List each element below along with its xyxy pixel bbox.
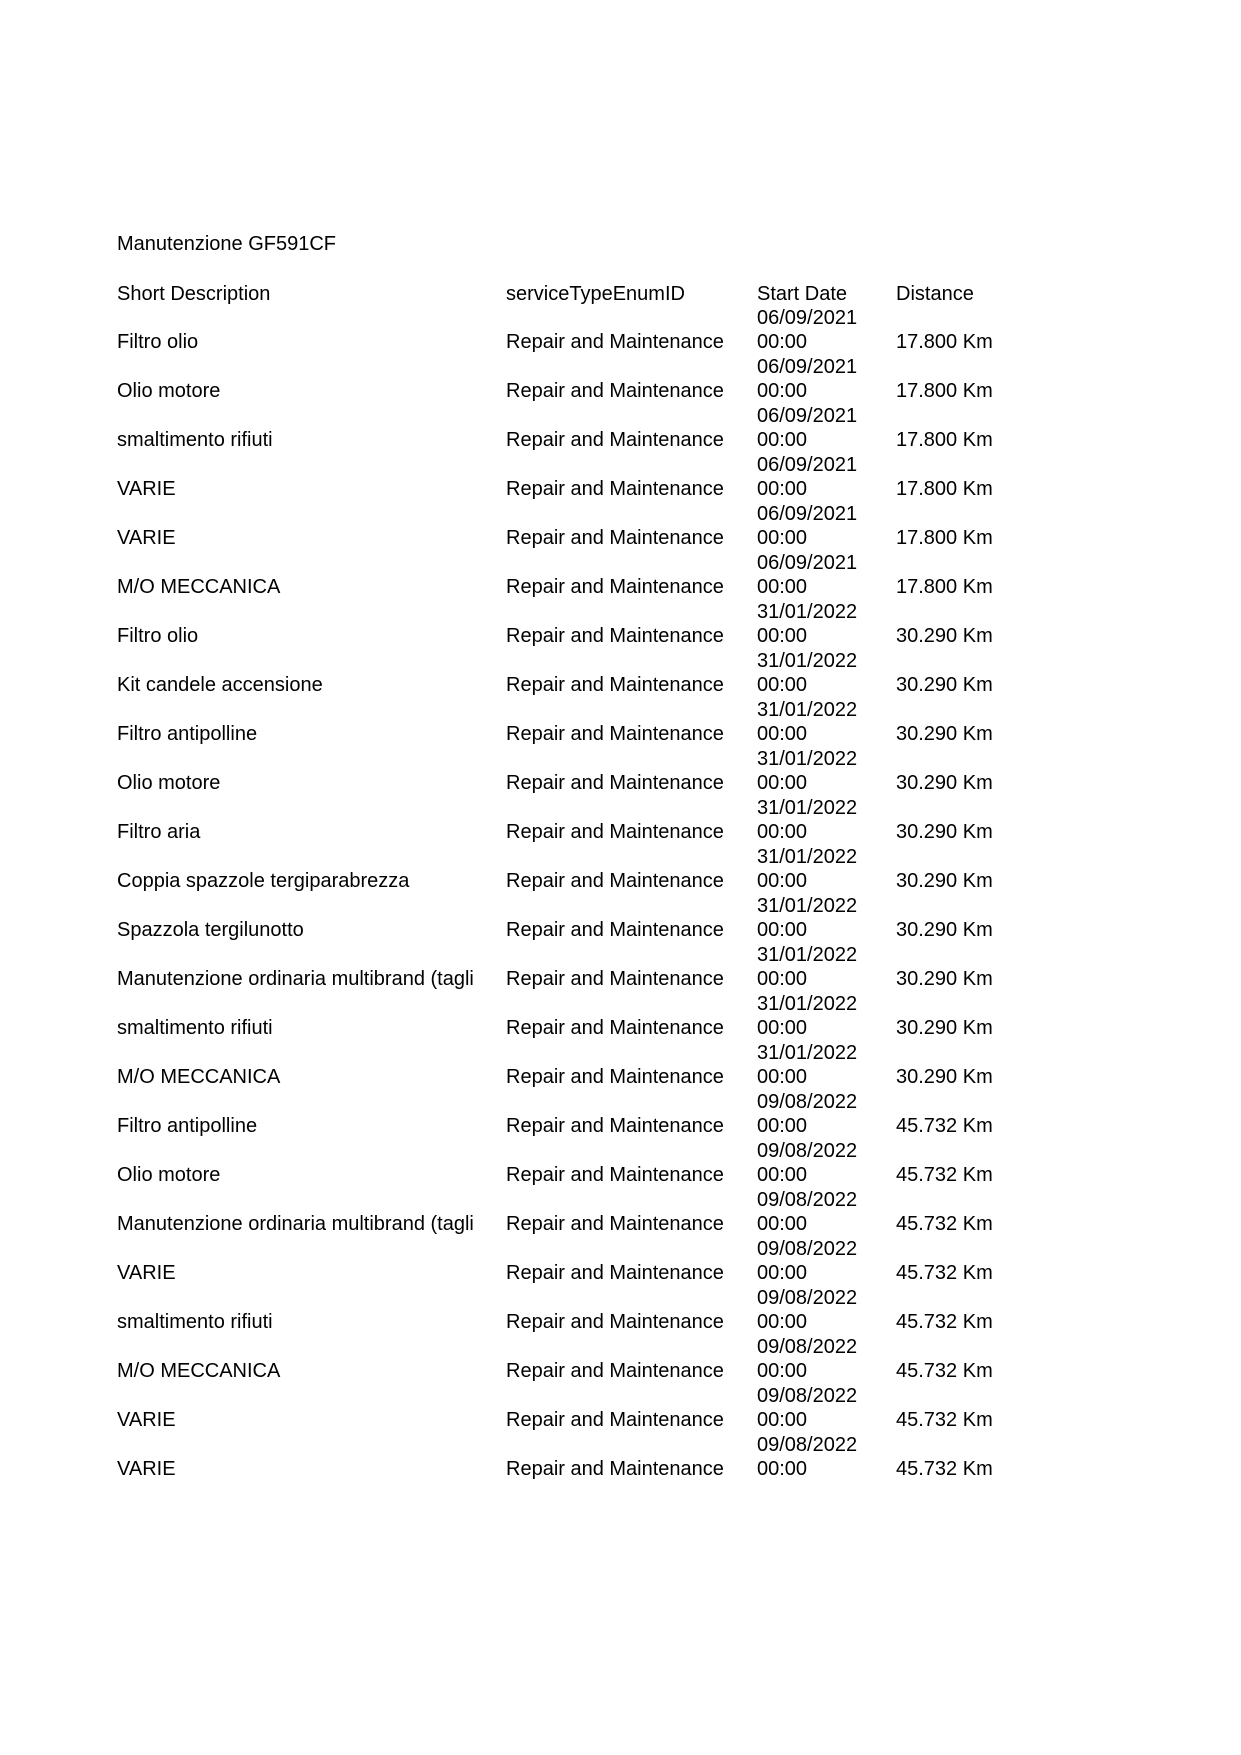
row-start-date-time: 00:00	[757, 1017, 808, 1039]
row-short-description: Olio motore	[117, 1164, 221, 1186]
row-short-description: VARIE	[117, 478, 176, 500]
table-row	[0, 1188, 1241, 1237]
row-start-date-time: 00:00	[757, 1115, 808, 1137]
table-row	[0, 1384, 1241, 1433]
row-service-type: Repair and Maintenance	[506, 772, 724, 794]
table-row	[0, 1041, 1241, 1090]
row-distance: 30.290 Km	[896, 821, 993, 843]
row-distance: 30.290 Km	[896, 772, 993, 794]
row-start-date-time: 00:00	[757, 331, 808, 353]
row-start-date-time: 00:00	[757, 821, 808, 843]
row-short-description: Manutenzione ordinaria multibrand (tagli	[117, 968, 474, 990]
row-start-date-time: 00:00	[757, 674, 808, 696]
row-service-type: Repair and Maintenance	[506, 1409, 724, 1431]
row-start-date-day: 06/09/2021	[757, 405, 858, 427]
row-distance: 30.290 Km	[896, 968, 993, 990]
row-service-type: Repair and Maintenance	[506, 1262, 724, 1284]
row-short-description: Filtro antipolline	[117, 1115, 258, 1137]
document-title: Manutenzione GF591CF	[117, 233, 337, 255]
row-short-description: Filtro olio	[117, 625, 199, 647]
row-service-type: Repair and Maintenance	[506, 870, 724, 892]
row-service-type: Repair and Maintenance	[506, 1360, 724, 1382]
row-start-date	[757, 502, 857, 550]
row-start-date	[757, 992, 857, 1040]
row-start-date	[757, 453, 857, 501]
row-service-type: Repair and Maintenance	[506, 1164, 724, 1186]
row-service-type: Repair and Maintenance	[506, 331, 724, 353]
row-start-date-day: 06/09/2021	[757, 356, 858, 378]
row-start-date	[757, 845, 857, 893]
row-start-date	[757, 796, 857, 844]
row-start-date	[757, 1188, 857, 1236]
header-service-type: serviceTypeEnumID	[506, 283, 685, 305]
row-start-date	[757, 649, 857, 697]
row-distance: 45.732 Km	[896, 1458, 993, 1480]
table-row	[0, 649, 1241, 698]
row-start-date-day: 09/08/2022	[757, 1238, 858, 1260]
table-row	[0, 894, 1241, 943]
row-start-date-day: 06/09/2021	[757, 503, 858, 525]
row-start-date	[757, 1090, 857, 1138]
row-distance: 17.800 Km	[896, 429, 993, 451]
row-short-description: Manutenzione ordinaria multibrand (tagli	[117, 1213, 474, 1235]
row-service-type: Repair and Maintenance	[506, 1458, 724, 1480]
row-short-description: Olio motore	[117, 772, 221, 794]
row-start-date	[757, 747, 857, 795]
row-start-date-day: 09/08/2022	[757, 1385, 858, 1407]
row-start-date-day: 31/01/2022	[757, 699, 858, 721]
row-service-type: Repair and Maintenance	[506, 1017, 724, 1039]
row-service-type: Repair and Maintenance	[506, 380, 724, 402]
row-distance: 17.800 Km	[896, 576, 993, 598]
row-start-date-day: 31/01/2022	[757, 650, 858, 672]
row-short-description: smaltimento rifiuti	[117, 1017, 273, 1039]
row-short-description: VARIE	[117, 1262, 176, 1284]
row-start-date-time: 00:00	[757, 1066, 808, 1088]
row-short-description: smaltimento rifiuti	[117, 1311, 273, 1333]
row-start-date-time: 00:00	[757, 1213, 808, 1235]
row-service-type: Repair and Maintenance	[506, 478, 724, 500]
row-service-type: Repair and Maintenance	[506, 674, 724, 696]
row-start-date-time: 00:00	[757, 1409, 808, 1431]
row-short-description: Coppia spazzole tergiparabrezza	[117, 870, 410, 892]
row-distance: 45.732 Km	[896, 1311, 993, 1333]
table-row	[0, 698, 1241, 747]
row-distance: 17.800 Km	[896, 478, 993, 500]
row-start-date	[757, 1433, 857, 1481]
row-start-date	[757, 1237, 857, 1285]
row-distance: 30.290 Km	[896, 674, 993, 696]
row-start-date-time: 00:00	[757, 723, 808, 745]
row-service-type: Repair and Maintenance	[506, 1066, 724, 1088]
row-start-date-day: 06/09/2021	[757, 552, 858, 574]
row-start-date-day: 09/08/2022	[757, 1091, 858, 1113]
row-start-date-time: 00:00	[757, 625, 808, 647]
row-start-date	[757, 600, 857, 648]
row-service-type: Repair and Maintenance	[506, 1311, 724, 1333]
table-row	[0, 355, 1241, 404]
row-start-date-day: 09/08/2022	[757, 1189, 858, 1211]
row-start-date-day: 31/01/2022	[757, 797, 858, 819]
row-short-description: Spazzola tergilunotto	[117, 919, 304, 941]
table-header	[0, 282, 1241, 306]
row-start-date-day: 31/01/2022	[757, 748, 858, 770]
row-distance: 30.290 Km	[896, 919, 993, 941]
row-start-date	[757, 1335, 857, 1383]
row-start-date	[757, 1286, 857, 1334]
row-start-date	[757, 551, 857, 599]
table-row	[0, 796, 1241, 845]
header-short-description: Short Description	[117, 283, 271, 305]
table-row	[0, 600, 1241, 649]
row-service-type: Repair and Maintenance	[506, 968, 724, 990]
row-start-date-day: 09/08/2022	[757, 1287, 858, 1309]
table-row	[0, 943, 1241, 992]
row-short-description: VARIE	[117, 1458, 176, 1480]
row-distance: 45.732 Km	[896, 1409, 993, 1431]
row-start-date-day: 31/01/2022	[757, 993, 858, 1015]
row-distance: 45.732 Km	[896, 1115, 993, 1137]
row-start-date	[757, 306, 857, 354]
table-row	[0, 1335, 1241, 1384]
row-distance: 45.732 Km	[896, 1262, 993, 1284]
row-start-date	[757, 894, 857, 942]
row-service-type: Repair and Maintenance	[506, 723, 724, 745]
row-service-type: Repair and Maintenance	[506, 527, 724, 549]
row-start-date	[757, 1041, 857, 1089]
row-start-date-day: 31/01/2022	[757, 601, 858, 623]
row-distance: 17.800 Km	[896, 527, 993, 549]
table-row	[0, 747, 1241, 796]
row-short-description: VARIE	[117, 1409, 176, 1431]
row-start-date-day: 31/01/2022	[757, 1042, 858, 1064]
row-start-date-day: 31/01/2022	[757, 944, 858, 966]
row-distance: 17.800 Km	[896, 380, 993, 402]
row-short-description: Filtro olio	[117, 331, 199, 353]
table-row	[0, 1286, 1241, 1335]
row-start-date-time: 00:00	[757, 1164, 808, 1186]
header-distance: Distance	[896, 283, 974, 305]
table-row	[0, 1090, 1241, 1139]
row-start-date-time: 00:00	[757, 772, 808, 794]
row-distance: 45.732 Km	[896, 1360, 993, 1382]
row-start-date	[757, 355, 857, 403]
row-service-type: Repair and Maintenance	[506, 821, 724, 843]
table-row	[0, 453, 1241, 502]
row-service-type: Repair and Maintenance	[506, 429, 724, 451]
row-start-date-time: 00:00	[757, 1458, 808, 1480]
table-row	[0, 992, 1241, 1041]
table-row	[0, 551, 1241, 600]
row-short-description: smaltimento rifiuti	[117, 429, 273, 451]
row-start-date-day: 31/01/2022	[757, 895, 858, 917]
row-start-date-day: 31/01/2022	[757, 846, 858, 868]
row-distance: 30.290 Km	[896, 625, 993, 647]
row-start-date-day: 09/08/2022	[757, 1140, 858, 1162]
row-short-description: M/O MECCANICA	[117, 1066, 281, 1088]
table-row	[0, 502, 1241, 551]
row-start-date-time: 00:00	[757, 1262, 808, 1284]
table-row	[0, 1237, 1241, 1286]
row-start-date-time: 00:00	[757, 527, 808, 549]
table-row	[0, 404, 1241, 453]
row-distance: 30.290 Km	[896, 1017, 993, 1039]
row-start-date-time: 00:00	[757, 1360, 808, 1382]
row-start-date-time: 00:00	[757, 870, 808, 892]
row-start-date-day: 06/09/2021	[757, 307, 858, 329]
row-distance: 45.732 Km	[896, 1213, 993, 1235]
row-service-type: Repair and Maintenance	[506, 625, 724, 647]
header-start-date: Start Date	[757, 283, 848, 305]
row-start-date	[757, 1384, 857, 1432]
row-start-date	[757, 698, 857, 746]
row-service-type: Repair and Maintenance	[506, 1213, 724, 1235]
row-service-type: Repair and Maintenance	[506, 1115, 724, 1137]
row-start-date	[757, 404, 857, 452]
row-short-description: M/O MECCANICA	[117, 1360, 281, 1382]
row-start-date-time: 00:00	[757, 1311, 808, 1333]
row-start-date	[757, 1139, 857, 1187]
table-row	[0, 1139, 1241, 1188]
row-start-date-time: 00:00	[757, 380, 808, 402]
row-short-description: Olio motore	[117, 380, 221, 402]
table-row	[0, 845, 1241, 894]
row-start-date-day: 06/09/2021	[757, 454, 858, 476]
row-distance: 45.732 Km	[896, 1164, 993, 1186]
row-start-date-time: 00:00	[757, 429, 808, 451]
row-start-date-time: 00:00	[757, 968, 808, 990]
row-start-date-day: 09/08/2022	[757, 1336, 858, 1358]
table-row	[0, 1433, 1241, 1482]
row-distance: 30.290 Km	[896, 1066, 993, 1088]
row-short-description: Filtro antipolline	[117, 723, 258, 745]
row-start-date	[757, 943, 857, 991]
row-start-date-time: 00:00	[757, 919, 808, 941]
row-short-description: Kit candele accensione	[117, 674, 323, 696]
row-short-description: VARIE	[117, 527, 176, 549]
row-short-description: M/O MECCANICA	[117, 576, 281, 598]
row-short-description: Filtro aria	[117, 821, 201, 843]
row-service-type: Repair and Maintenance	[506, 576, 724, 598]
row-start-date-day: 09/08/2022	[757, 1434, 858, 1456]
row-distance: 30.290 Km	[896, 870, 993, 892]
row-distance: 17.800 Km	[896, 331, 993, 353]
row-distance: 30.290 Km	[896, 723, 993, 745]
row-start-date-time: 00:00	[757, 576, 808, 598]
row-service-type: Repair and Maintenance	[506, 919, 724, 941]
table-row	[0, 306, 1241, 355]
row-start-date-time: 00:00	[757, 478, 808, 500]
